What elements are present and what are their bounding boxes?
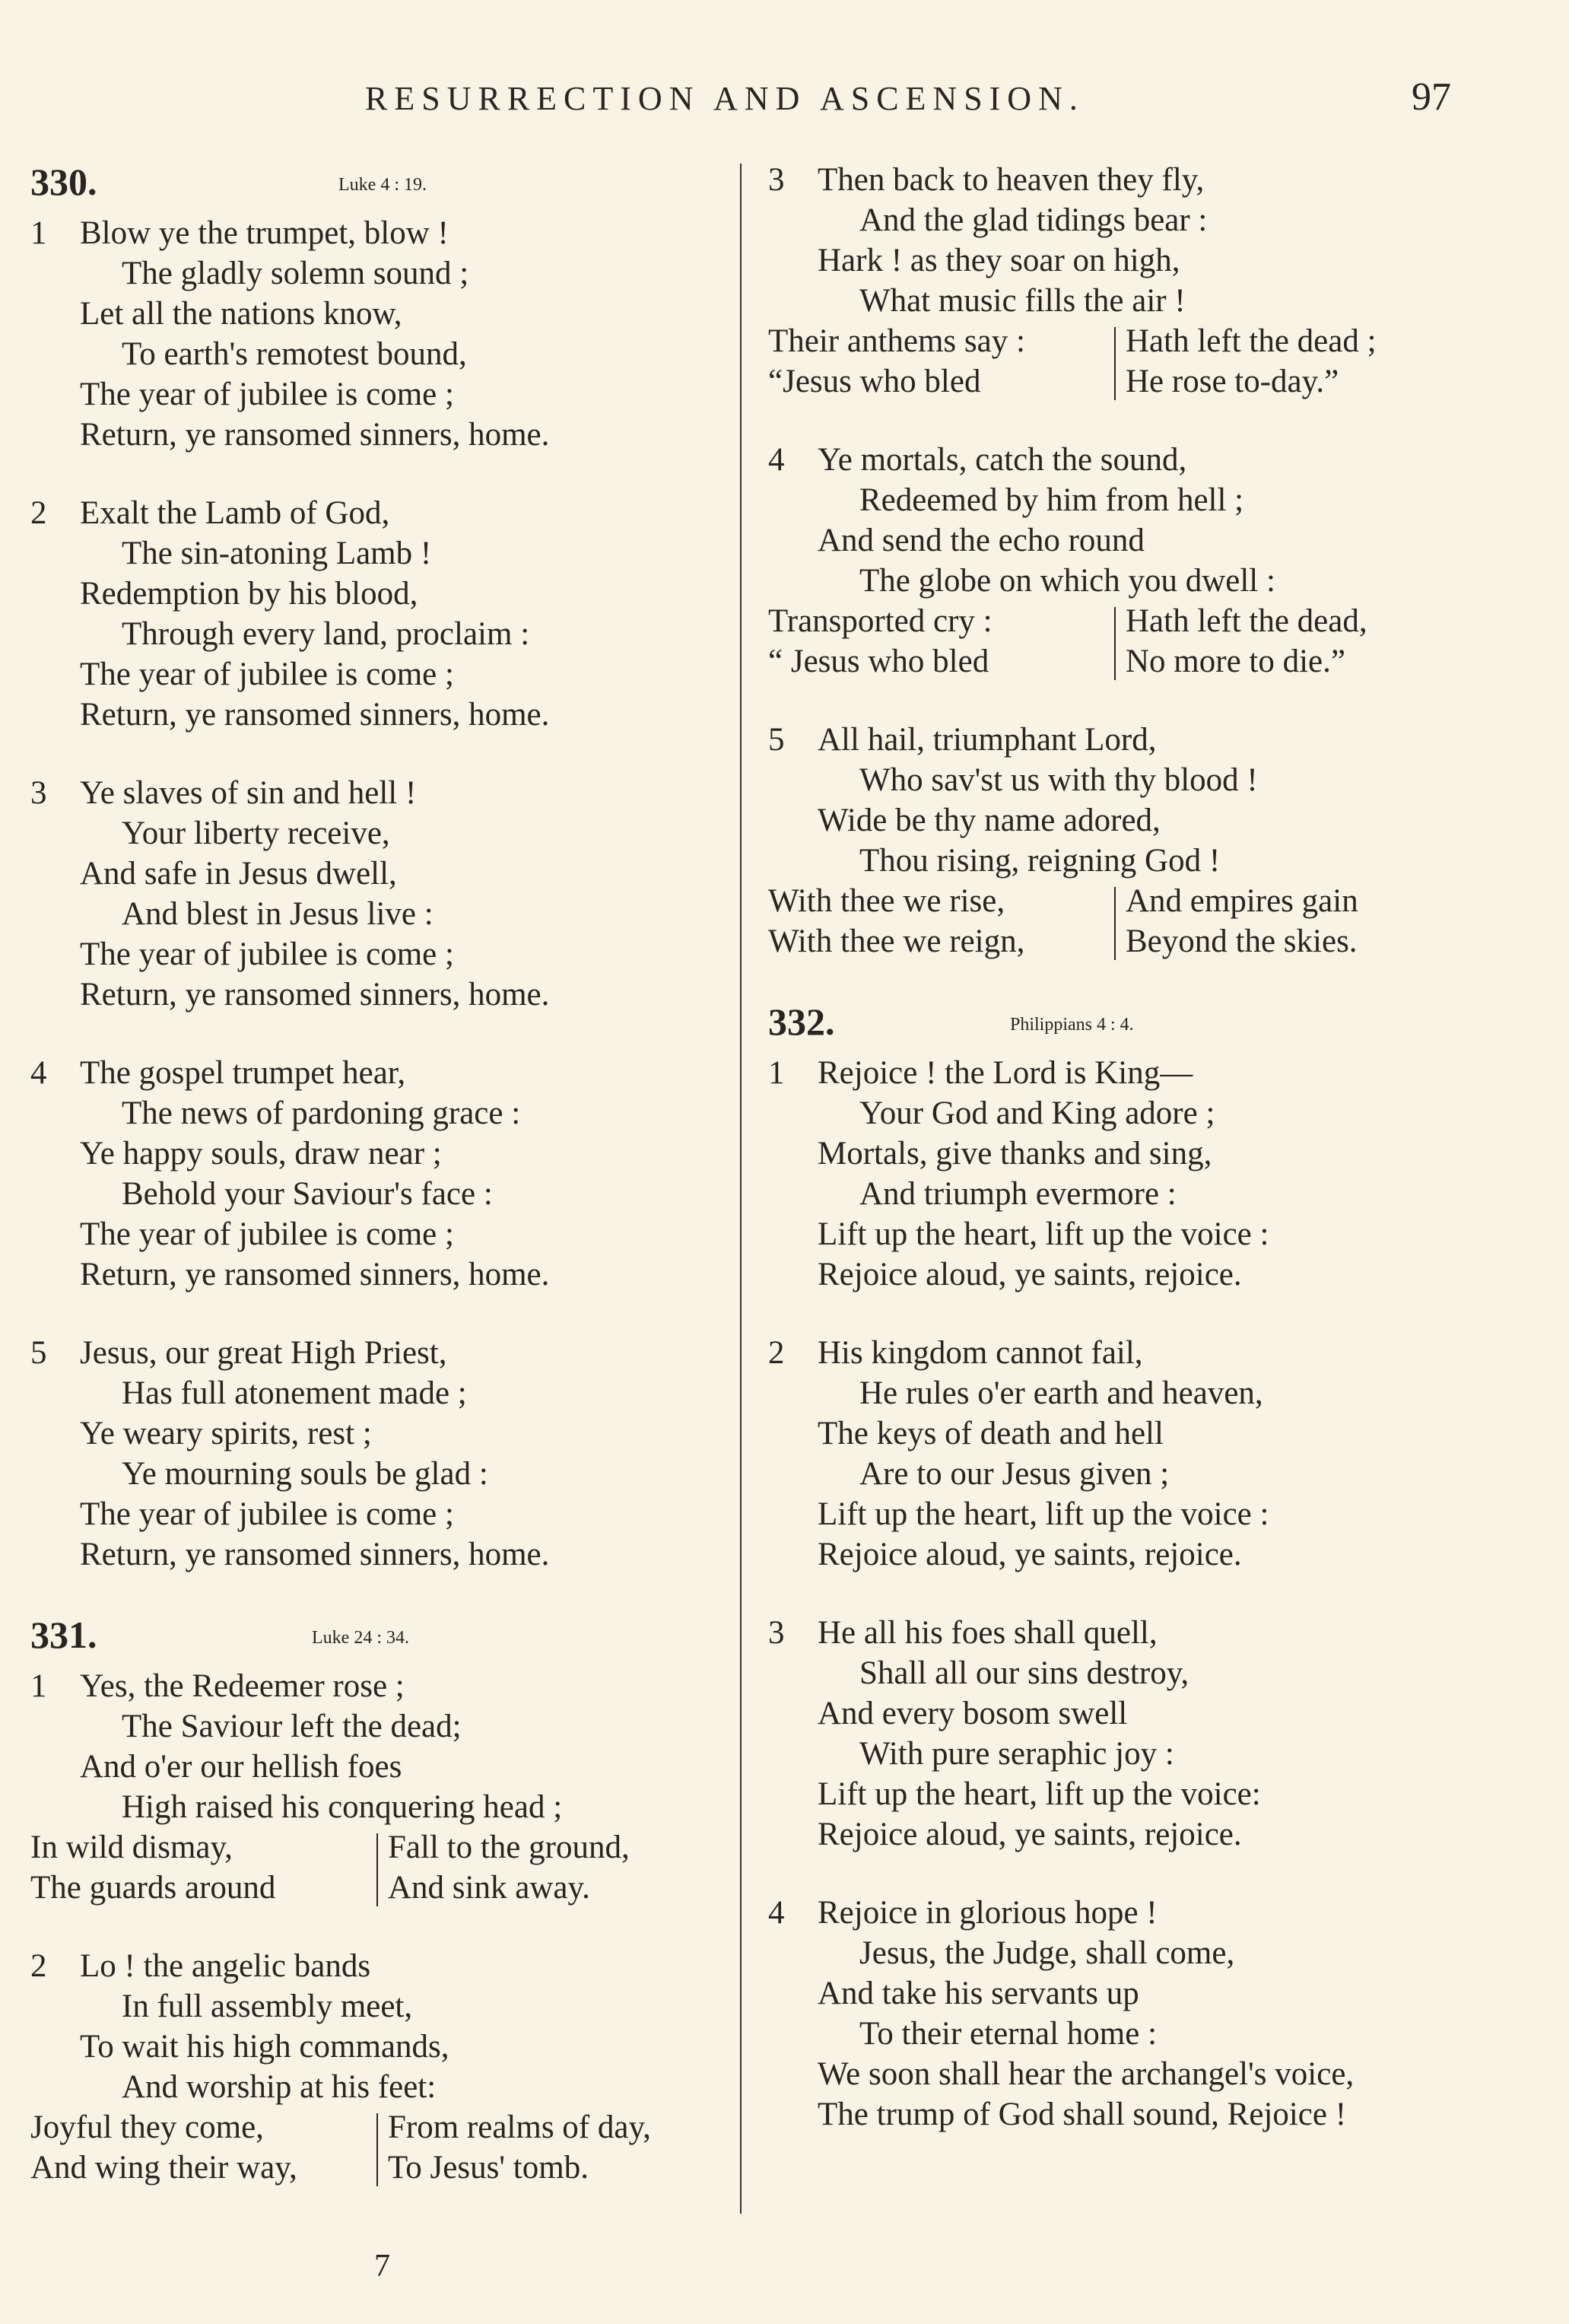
verse-line bbox=[30, 854, 745, 894]
refrain-line: Beyond the skies. bbox=[1126, 924, 1358, 959]
verse-line bbox=[768, 2054, 1529, 2094]
line-text: Ye happy souls, draw near ; bbox=[80, 1136, 442, 1172]
verse-line bbox=[30, 1534, 745, 1575]
scripture-reference: Philippians 4 : 4. bbox=[1010, 1015, 1134, 1035]
verse-line bbox=[768, 1693, 1529, 1734]
verse-line bbox=[768, 1454, 1529, 1494]
verse-line bbox=[30, 1093, 745, 1133]
line-text: Rejoice aloud, ye saints, rejoice. bbox=[818, 1537, 1242, 1572]
refrain-line: “Jesus who bled bbox=[768, 364, 981, 399]
line-text: Jesus, the Judge, shall come, bbox=[859, 1935, 1235, 1971]
verse bbox=[30, 1333, 745, 1575]
line-text: Rejoice ! the Lord is King— bbox=[818, 1055, 1193, 1091]
verse-line bbox=[768, 1973, 1529, 2014]
hymn-331-verses-right bbox=[768, 160, 1529, 962]
verse-line bbox=[30, 974, 745, 1015]
verse-line bbox=[30, 813, 745, 854]
verse-line bbox=[768, 1093, 1529, 1133]
refrain-line: With thee we reign, bbox=[768, 924, 1025, 959]
verse-line bbox=[768, 1373, 1529, 1413]
verse-line bbox=[30, 334, 745, 374]
refrain-bar bbox=[1114, 887, 1116, 960]
verse-line bbox=[30, 1133, 745, 1174]
line-text: To earth's remotest bound, bbox=[122, 336, 467, 372]
refrain-left bbox=[30, 2107, 297, 2188]
refrain-line: The guards around bbox=[30, 1870, 276, 1906]
verse-line bbox=[30, 1986, 745, 2027]
verse-line bbox=[768, 200, 1529, 240]
verse-line bbox=[30, 1666, 745, 1706]
line-text: We soon shall hear the archangel's voice, bbox=[818, 2056, 1355, 2092]
line-text: Rejoice aloud, ye saints, rejoice. bbox=[818, 1817, 1242, 1852]
line-text: And send the echo round bbox=[818, 523, 1145, 558]
verse-line bbox=[768, 1133, 1529, 1174]
verse-line bbox=[30, 1174, 745, 1214]
line-text: High raised his conquering head ; bbox=[122, 1789, 563, 1825]
verse-number: 3 bbox=[30, 775, 47, 811]
verse-line bbox=[30, 253, 745, 294]
hymn-331-verses-left bbox=[30, 1666, 745, 2188]
refrain-split bbox=[768, 881, 1529, 962]
line-text: Are to our Jesus given ; bbox=[859, 1456, 1170, 1492]
verse-line bbox=[30, 2027, 745, 2067]
hymn-number: 330. bbox=[30, 161, 97, 203]
refrain-right bbox=[1126, 881, 1358, 962]
refrain-line: With thee we rise, bbox=[768, 883, 1005, 919]
verse-line bbox=[768, 240, 1529, 281]
verse-line bbox=[30, 773, 745, 813]
verse-line bbox=[30, 415, 745, 455]
line-text: Lift up the heart, lift up the voice : bbox=[818, 1496, 1269, 1532]
refrain-bar bbox=[1114, 607, 1116, 680]
line-text: Ye weary spirits, rest ; bbox=[80, 1416, 372, 1451]
verse-line bbox=[768, 1053, 1529, 1093]
verse bbox=[768, 1893, 1529, 2135]
verse-line bbox=[768, 1613, 1529, 1653]
verse-line bbox=[30, 654, 745, 695]
line-text: Rejoice in glorious hope ! bbox=[818, 1895, 1158, 1931]
refrain-left bbox=[768, 881, 1024, 962]
refrain-bar bbox=[376, 2113, 378, 2186]
verse-line bbox=[30, 533, 745, 574]
refrain-line: And wing their way, bbox=[30, 2150, 297, 2186]
line-text: The gladly solemn sound ; bbox=[122, 256, 469, 291]
line-text: He all his foes shall quell, bbox=[818, 1615, 1158, 1651]
verse-number: 5 bbox=[30, 1335, 47, 1371]
refrain-line: And empires gain bbox=[1126, 883, 1358, 919]
page-number: 97 bbox=[1412, 75, 1451, 119]
verse bbox=[30, 1666, 745, 1908]
verse-line bbox=[30, 695, 745, 735]
hymn-332-heading bbox=[768, 1000, 1529, 1053]
line-text: His kingdom cannot fail, bbox=[818, 1335, 1143, 1371]
verse-line bbox=[30, 1747, 745, 1787]
verse-line bbox=[30, 894, 745, 934]
line-text: Shall all our sins destroy, bbox=[859, 1655, 1189, 1691]
verse-number: 3 bbox=[768, 1615, 785, 1651]
verse-line bbox=[30, 493, 745, 533]
refrain-line: Their anthems say : bbox=[768, 323, 1025, 359]
line-text: Through every land, proclaim : bbox=[122, 616, 530, 652]
verse-line bbox=[768, 2014, 1529, 2054]
refrain-split bbox=[30, 1827, 745, 1908]
verse-line bbox=[30, 374, 745, 415]
hymn-331-heading bbox=[30, 1613, 745, 1666]
refrain-line: Transported cry : bbox=[768, 603, 993, 639]
verse-line bbox=[768, 561, 1529, 601]
refrain-line: And sink away. bbox=[388, 1870, 590, 1906]
verse-line bbox=[768, 1214, 1529, 1254]
verse bbox=[768, 1333, 1529, 1575]
verse-line bbox=[30, 2067, 745, 2107]
verse bbox=[768, 720, 1529, 962]
line-text: All hail, triumphant Lord, bbox=[818, 722, 1157, 758]
line-text: And safe in Jesus dwell, bbox=[80, 856, 397, 892]
verse-line bbox=[768, 1413, 1529, 1454]
line-text: Hark ! as they soar on high, bbox=[818, 243, 1180, 278]
verse-number: 2 bbox=[768, 1335, 785, 1371]
verse-line bbox=[768, 1494, 1529, 1534]
refrain-line: To Jesus' tomb. bbox=[388, 2150, 589, 2186]
verse-line bbox=[768, 520, 1529, 561]
verse-line bbox=[768, 1774, 1529, 1814]
line-text: Return, ye ransomed sinners, home. bbox=[80, 1537, 550, 1572]
verse-line bbox=[768, 2094, 1529, 2135]
line-text: In full assembly meet, bbox=[122, 1989, 413, 2024]
line-text: With pure seraphic joy : bbox=[859, 1736, 1174, 1772]
line-text: And triumph evermore : bbox=[859, 1176, 1177, 1212]
verse-line bbox=[30, 1454, 745, 1494]
verse bbox=[768, 1053, 1529, 1295]
refrain-split bbox=[768, 321, 1529, 402]
verse-line bbox=[30, 1706, 745, 1747]
line-text: Lift up the heart, lift up the voice: bbox=[818, 1776, 1261, 1812]
verse bbox=[30, 1946, 745, 2188]
verse-number: 2 bbox=[30, 1948, 47, 1984]
verse-number: 1 bbox=[30, 1668, 47, 1704]
refrain-left bbox=[768, 601, 993, 682]
line-text: Your liberty receive, bbox=[122, 815, 390, 851]
verse-line bbox=[768, 1933, 1529, 1973]
refrain-right bbox=[1126, 601, 1367, 682]
line-text: Let all the nations know, bbox=[80, 296, 402, 332]
line-text: Thou rising, reigning God ! bbox=[859, 843, 1221, 879]
verse-number: 2 bbox=[30, 495, 47, 531]
refrain-line: Fall to the ground, bbox=[388, 1830, 630, 1865]
verse-line bbox=[768, 1174, 1529, 1214]
refrain-line: From realms of day, bbox=[388, 2109, 651, 2145]
verse-line bbox=[768, 1893, 1529, 1933]
line-text: To their eternal home : bbox=[859, 2016, 1158, 2052]
line-text: Return, ye ransomed sinners, home. bbox=[80, 697, 550, 733]
refrain-right bbox=[388, 1827, 630, 1908]
line-text: Has full atonement made ; bbox=[122, 1375, 467, 1411]
hymn-number: 332. bbox=[768, 1000, 835, 1043]
verse-line bbox=[30, 1214, 745, 1254]
verse-line bbox=[30, 213, 745, 253]
line-text: And the glad tidings bear : bbox=[859, 202, 1208, 238]
right-column bbox=[768, 160, 1529, 2173]
running-title: RESURRECTION AND ASCENSION. bbox=[365, 80, 1085, 117]
verse-line bbox=[768, 841, 1529, 881]
verse-line bbox=[30, 1787, 745, 1827]
line-text: Ye slaves of sin and hell ! bbox=[80, 775, 417, 811]
line-text: Return, ye ransomed sinners, home. bbox=[80, 977, 550, 1013]
line-text: Redeemed by him from hell ; bbox=[859, 482, 1244, 518]
line-text: The year of jubilee is come ; bbox=[80, 377, 454, 412]
refrain-split bbox=[768, 601, 1529, 682]
refrain-line: Hath left the dead, bbox=[1126, 603, 1367, 639]
verse-line bbox=[30, 934, 745, 974]
refrain-line: “ Jesus who bled bbox=[768, 644, 989, 679]
refrain-bar bbox=[376, 1833, 378, 1906]
hymn-330-verses bbox=[30, 213, 745, 1575]
line-text: Your God and King adore ; bbox=[859, 1095, 1215, 1131]
hymn-number: 331. bbox=[30, 1613, 97, 1656]
verse-line bbox=[768, 760, 1529, 800]
hymn-332-verses bbox=[768, 1053, 1529, 2135]
refrain-line: Joyful they come, bbox=[30, 2109, 264, 2145]
line-text: Lo ! the angelic bands bbox=[80, 1948, 371, 1984]
line-text: Exalt the Lamb of God, bbox=[80, 495, 390, 531]
line-text: What music fills the air ! bbox=[859, 283, 1186, 319]
verse-line bbox=[30, 294, 745, 334]
scripture-reference: Luke 4 : 19. bbox=[338, 175, 427, 195]
refrain-split bbox=[30, 2107, 745, 2188]
refrain-left bbox=[768, 321, 1025, 402]
line-text: The news of pardoning grace : bbox=[122, 1095, 521, 1131]
verse-number: 4 bbox=[30, 1055, 47, 1091]
verse bbox=[768, 1613, 1529, 1855]
verse-line bbox=[768, 281, 1529, 321]
verse-number: 4 bbox=[768, 442, 785, 478]
line-text: And worship at his feet: bbox=[122, 2069, 437, 2105]
verse-line bbox=[768, 1254, 1529, 1295]
verse-line bbox=[30, 1413, 745, 1454]
verse-line bbox=[768, 1534, 1529, 1575]
verse-line bbox=[768, 1653, 1529, 1693]
page-header bbox=[0, 75, 1569, 125]
verse bbox=[768, 160, 1529, 402]
line-text: And blest in Jesus live : bbox=[122, 896, 434, 932]
verse-line bbox=[30, 1494, 745, 1534]
line-text: Blow ye the trumpet, blow ! bbox=[80, 215, 449, 251]
scripture-reference: Luke 24 : 34. bbox=[312, 1628, 409, 1648]
signature-mark: 7 bbox=[374, 2249, 390, 2284]
line-text: Rejoice aloud, ye saints, rejoice. bbox=[818, 1257, 1242, 1292]
verse-line bbox=[768, 1814, 1529, 1855]
line-text: And every bosom swell bbox=[818, 1696, 1128, 1731]
verse-line bbox=[30, 574, 745, 614]
line-text: The globe on which you dwell : bbox=[859, 563, 1275, 599]
refrain-right bbox=[1126, 321, 1377, 402]
verse bbox=[30, 213, 745, 455]
verse-line bbox=[768, 1734, 1529, 1774]
line-text: And o'er our hellish foes bbox=[80, 1749, 402, 1785]
line-text: Mortals, give thanks and sing, bbox=[818, 1136, 1212, 1172]
left-column bbox=[30, 160, 745, 2226]
verse-number: 1 bbox=[768, 1055, 785, 1091]
line-text: He rules o'er earth and heaven, bbox=[859, 1375, 1263, 1411]
line-text: Behold your Saviour's face : bbox=[122, 1176, 493, 1212]
verse-number: 1 bbox=[30, 215, 47, 251]
refrain-right bbox=[388, 2107, 651, 2188]
line-text: Redemption by his blood, bbox=[80, 576, 418, 612]
verse-line bbox=[30, 1333, 745, 1373]
verse bbox=[768, 440, 1529, 682]
verse-line bbox=[30, 614, 745, 654]
line-text: The year of jubilee is come ; bbox=[80, 936, 454, 972]
refrain-left bbox=[30, 1827, 275, 1908]
verse-number: 5 bbox=[768, 722, 785, 758]
line-text: Yes, the Redeemer rose ; bbox=[80, 1668, 405, 1704]
line-text: The year of jubilee is come ; bbox=[80, 657, 454, 692]
line-text: The gospel trumpet hear, bbox=[80, 1055, 406, 1091]
line-text: Return, ye ransomed sinners, home. bbox=[80, 1257, 550, 1292]
verse-line bbox=[768, 1333, 1529, 1373]
line-text: Then back to heaven they fly, bbox=[818, 162, 1205, 198]
verse bbox=[30, 773, 745, 1015]
hymn-330-heading bbox=[30, 160, 745, 213]
refrain-line: No more to die.” bbox=[1126, 644, 1345, 679]
line-text: The year of jubilee is come ; bbox=[80, 1216, 454, 1252]
refrain-line: He rose to-day.” bbox=[1126, 364, 1339, 399]
line-text: The Saviour left the dead; bbox=[122, 1709, 462, 1744]
refrain-line: In wild dismay, bbox=[30, 1830, 233, 1865]
verse bbox=[30, 1053, 745, 1295]
verse-number: 4 bbox=[768, 1895, 785, 1931]
line-text: Who sav'st us with thy blood ! bbox=[859, 762, 1258, 798]
verse-line bbox=[30, 1254, 745, 1295]
line-text: The sin-atoning Lamb ! bbox=[122, 536, 432, 571]
verse-line bbox=[768, 800, 1529, 841]
verse-number: 3 bbox=[768, 162, 785, 198]
verse-line bbox=[768, 160, 1529, 200]
refrain-line: Hath left the dead ; bbox=[1126, 323, 1377, 359]
verse-line bbox=[30, 1053, 745, 1093]
verse-line bbox=[30, 1946, 745, 1986]
line-text: The trump of God shall sound, Rejoice ! bbox=[818, 2097, 1347, 2132]
line-text: To wait his high commands, bbox=[80, 2029, 449, 2065]
line-text: Jesus, our great High Priest, bbox=[80, 1335, 447, 1371]
verse bbox=[30, 493, 745, 735]
line-text: The keys of death and hell bbox=[818, 1416, 1164, 1451]
verse-line bbox=[768, 480, 1529, 520]
line-text: Return, ye ransomed sinners, home. bbox=[80, 417, 550, 453]
line-text: Ye mortals, catch the sound, bbox=[818, 442, 1187, 478]
line-text: And take his servants up bbox=[818, 1976, 1139, 2011]
verse-line bbox=[30, 1373, 745, 1413]
refrain-bar bbox=[1114, 327, 1116, 400]
verse-line bbox=[768, 440, 1529, 480]
line-text: The year of jubilee is come ; bbox=[80, 1496, 454, 1532]
verse-line bbox=[768, 720, 1529, 760]
line-text: Wide be thy name adored, bbox=[818, 803, 1161, 838]
line-text: Ye mourning souls be glad : bbox=[122, 1456, 488, 1492]
line-text: Lift up the heart, lift up the voice : bbox=[818, 1216, 1269, 1252]
